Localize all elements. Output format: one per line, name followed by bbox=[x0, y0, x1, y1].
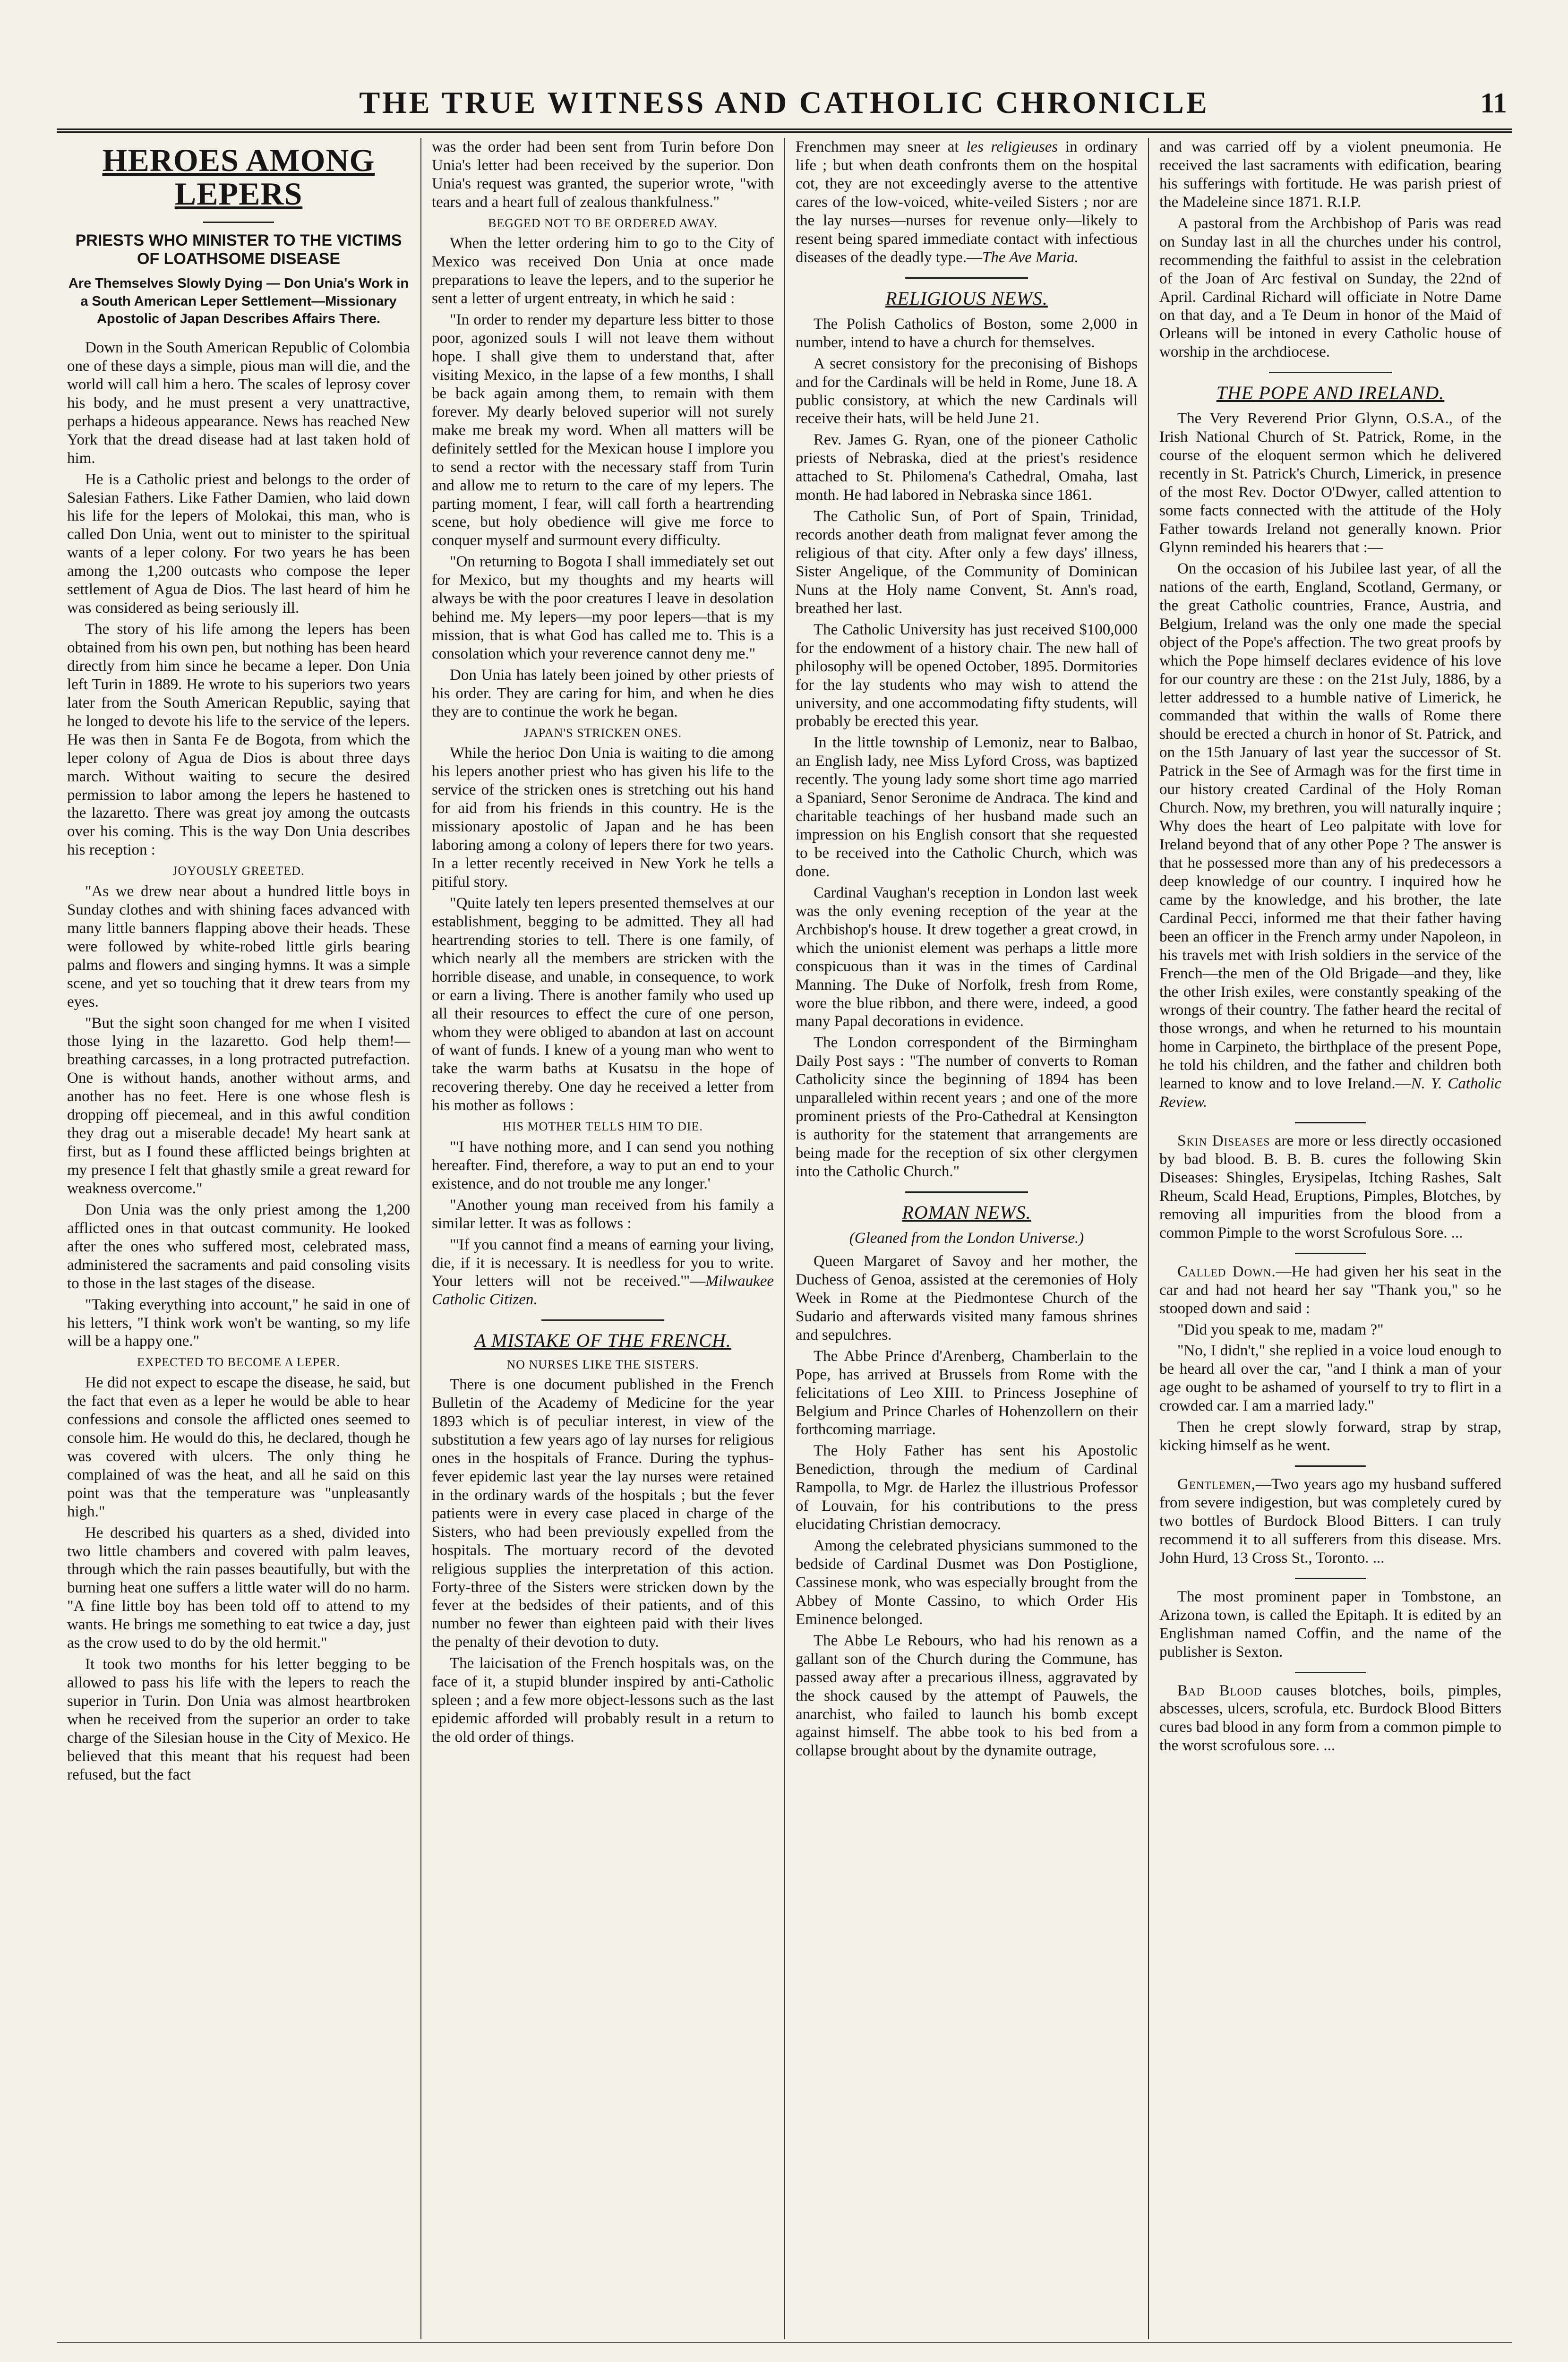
paragraph: was the order had been sent from Turin before Don Unia's letter had been received by the superior. Don Unia's request was granted, the superior wrote, "with tears and a heart full of zealous thankfulness." bbox=[432, 138, 774, 211]
paragraph: "Another young man received from his family a similar letter. It was as follows : bbox=[432, 1196, 774, 1232]
article-title: ROMAN NEWS. bbox=[902, 1201, 1031, 1223]
notice-text: —Two years ago my husband suffered from severe indigestion, but was completely cured by two bottles of Burdock Blood Bitters. I can truly recommend it to all sufferers from this disease. Mrs. John Hurd, 13 Cross St., Toronto. ... bbox=[1159, 1476, 1501, 1566]
notice-lead: Called Down. bbox=[1177, 1263, 1276, 1280]
paragraph bbox=[796, 138, 1138, 267]
paragraph bbox=[432, 1236, 774, 1309]
notice bbox=[1159, 1132, 1501, 1242]
paragraph: He did not expect to escape the disease, he said, but the fact that even as a leper he would be able to hear confessions and console the afflicted ones seemed to console him. He would do this, he declared, though he was covered with ulcers. The only thing he complained of was the heat, and all he said on this point was that the temperature was "unpleasantly high." bbox=[67, 1374, 410, 1520]
divider bbox=[1295, 1465, 1366, 1467]
notice bbox=[1159, 1475, 1501, 1567]
notice-lead: Skin Diseases bbox=[1177, 1132, 1270, 1150]
paragraph: Rev. James G. Ryan, one of the pioneer Catholic priests of Nebraska, died at the priest's residence attached to St. Philomena's Cathedral, Omaha, last month. He had labored in Nebraska since 1861. bbox=[796, 431, 1138, 504]
paragraph: The Catholic Sun, of Port of Spain, Trinidad, records another death from malignat fever among the religious of that city. After only a few days' illness, Sister Angelique, of the Community of Dominican Nuns at the Holy name Convent, St. Ann's road, breathed her last. bbox=[796, 508, 1138, 617]
paragraph: Don Unia was the only priest among the 1,200 afflicted ones in that outcast community. He looked after the ones who suffered most, celebrated mass, administered the sacraments and paid consoling visits to those in the last stages of the disease. bbox=[67, 1201, 410, 1292]
divider bbox=[1295, 1122, 1366, 1123]
column-3 bbox=[784, 138, 1148, 2339]
headline: HEROES AMONG LEPERS bbox=[102, 142, 375, 212]
paragraph: The Holy Father has sent his Apostolic Benediction, through the medium of Cardinal Rampolla, to Mgr. de Harlez the illustrious Professor of Louvain, for his contributions to the press elucidating Christian democracy. bbox=[796, 1442, 1138, 1533]
paragraph: The Catholic University has just received $100,000 for the endowment of a history chair. The new hall of philosophy will be opened October, 1895. Dormitories for the lay students who may wish to attend the university, and one accommodating fifty students, will probably be erected this year. bbox=[796, 621, 1138, 730]
paragraph: There is one document published in the French Bulletin of the Academy of Medicine for the year 1893 which is of peculiar interest, in view of the substitution a few years ago of lay nurses for religious ones in the hospitals of France. During the typhus-fever epidemic last year the lay nurses were retained in the ordinary wards of the hospitals ; but the fever patients were in every case placed in charge of the Sisters, who had been previously expelled from the hospitals. The mortuary record of the devoted religious supplies the interpretation of this action. Forty-three of the Sisters were stricken down by the fever at the bedsides of their patients, and of this number no fewer than eighteen paid with their lives the penalty of their devotion to duty. bbox=[432, 1376, 774, 1651]
columns bbox=[57, 138, 1512, 2339]
paragraph: The Abbe Prince d'Arenberg, Chamberlain to the Pope, has arrived at Brussels from Rome with the felicitations of Leo XIII. to Princess Josephine of Belgium and Prince Charles of Hohenzollern on their forthcoming marriage. bbox=[796, 1347, 1138, 1438]
notice-text: —He had given her his seat in the car and had not heard her say "Thank you," so he stooped down and said : bbox=[1159, 1263, 1501, 1317]
section-heading: BEGGED NOT TO BE ORDERED AWAY. bbox=[488, 216, 718, 230]
notice-lead: Gentlemen, bbox=[1177, 1476, 1256, 1493]
paragraph: "Did you speak to me, madam ?" bbox=[1177, 1321, 1384, 1338]
paragraph: A secret consistory for the preconising of Bishops and for the Cardinals will be held in Rome, June 18. A public consistory, at which the new Cardinals will receive their hats, will be held June 21. bbox=[796, 355, 1138, 428]
section-heading: HIS MOTHER TELLS HIM TO DIE. bbox=[503, 1120, 703, 1134]
article-title: THE POPE AND IRELAND. bbox=[1216, 382, 1445, 404]
divider bbox=[1295, 1578, 1366, 1579]
paragraph: Then he crept slowly forward, strap by strap, kicking himself as he went. bbox=[1159, 1419, 1501, 1455]
divider bbox=[905, 277, 1028, 279]
masthead bbox=[57, 80, 1512, 132]
paragraph: Down in the South American Republic of Colombia one of these days a simple, pious man will die, and the world will call him a hero. The scales of leprosy cover his body, and he must present a very unattractive, perhaps a hideous appearance. News has reached New York that the dread disease had at last taken hold of him. bbox=[67, 339, 410, 467]
column-4 bbox=[1148, 138, 1512, 2339]
deck: Are Themselves Slowly Dying — Don Unia's Work in a South American Leper Settlement—Missionary Apostolic of Japan Describes Affairs There. bbox=[68, 275, 409, 327]
divider bbox=[541, 1319, 664, 1321]
newspaper-title: THE TRUE WITNESS AND CATHOLIC CHRONICLE bbox=[359, 86, 1209, 120]
paragraph: It took two months for his letter begging to be allowed to pass his life with the lepers to reach the superior in Turin. Don Unia was almost heartbroken when he received from the superior an order to take charge of the Silesian house in the City of Mexico. He believed that this meant that his request had been refused, but the fact bbox=[67, 1656, 410, 1783]
paragraph: "'I have nothing more, and I can send you nothing hereafter. Find, therefore, a way to put an end to your existence, and do not trouble me any longer.' bbox=[432, 1138, 774, 1192]
notice bbox=[1159, 1682, 1501, 1755]
notice-lead: Bad Blood bbox=[1177, 1682, 1262, 1699]
section-heading: NO NURSES LIKE THE SISTERS. bbox=[506, 1357, 699, 1371]
citation: N. Y. Catholic Review. bbox=[1159, 1075, 1502, 1111]
paragraph: "But the sight soon changed for me when I visited those lying in the lazaretto. God help them!—breathing carcasses, in a long protracted putrefaction. One is without hands, another without arms, and another has no feet. Here is one whose flesh is dropping off piecemeal, and in this awful condition they drag out a miserable decade! My heart sank at first, but as I found these afflicted beings brighten at my presence I felt that ghastly smile a great reward for weakness overcome." bbox=[67, 1014, 410, 1197]
paragraph: Don Unia has lately been joined by other priests of his order. They are caring for him, and when he dies they are to continue the work he began. bbox=[432, 666, 774, 720]
text: On the occasion of his Jubilee last year, of all the nations of the earth, England, Scotland, Germany, or the great Catholic countries, France, Austria, and Belgium, Ireland was the only one made the special object of the Pope's affection. The two great proofs by which the Pope himself declares evidence of his love for our country are these : on the 21st July, 1886, by a letter addressed to a humble native of Limerick, he commanded that within the walls of Rome there should be erected a church in honor of St. Patrick, and on the 15th January of last year the successor of St. Patrick in the See of Armagh was for the first time in our history created Cardinal of the Holy Roman Church. Now, my brethren, you will naturally inquire ; Why does the heart of Leo palpitate with love for Ireland beyond that of any other Pope ? The answer is that he possessed more than any of his predecessors a deep knowledge of our country. I inquired how he came by the knowledge, and his brother, the late Cardinal Pecci, informed me that their father having been an officer in the French army under Napoleon, in his travels met with Irish soldiers in the service of the French—the men of the Old Brigade—and they, like the other Irish exiles, were constantly speaking of the wrongs of their country. The father heard the recital of those wrongs, and when he returned to his mountain home in Carpineto, the birthplace of the present Pope, he told his children, and the father and children both learned to know and to love Ireland.— bbox=[1159, 560, 1501, 1093]
masthead-rule bbox=[57, 128, 1512, 133]
paragraph: "Quite lately ten lepers presented themselves at our establishment, begging to be admitted. They all had heartrending stories to tell. There is one family, of which nearly all the members are stricken with the horrible disease, and unable, in consequence, to work or earn a living. There is another family who used up all their resources to effect the cure of one person, whom they were obliged to abandon at last on account of want of funds. I knew of a young man who went to take the warm baths at Kusatsu in the hope of recovering thereby. One day he received a letter from his mother as follows : bbox=[432, 894, 774, 1114]
column-1 bbox=[57, 138, 420, 2339]
paragraph: In the little township of Lemoniz, near to Balbao, an English lady, nee Miss Lyford Cross, was baptized recently. The young lady some short time ago married a Spaniard, Senor Seronime de Andraca. The kind and charitable teachings of her husband made such an impression on his English consort that she requested to be received into the Catholic Church, which was done. bbox=[796, 734, 1138, 880]
paragraph: Among the celebrated physicians summoned to the bedside of Cardinal Dusmet was Don Postiglione, Cassinese monk, who was especially brought from the Abbey of Monte Cassino, to which Order His Eminence belonged. bbox=[796, 1537, 1138, 1628]
paragraph: The most prominent paper in Tombstone, an Arizona town, is called the Epitaph. It is edited by an Englishman named Coffin, and the name of the publisher is Sexton. bbox=[1159, 1588, 1501, 1660]
paragraph: The Polish Catholics of Boston, some 2,000 in number, intend to have a church for themselves. bbox=[796, 315, 1138, 351]
subheadline: PRIESTS WHO MINISTER TO THE VICTIMS OF LOATHSOME DISEASE bbox=[75, 231, 402, 268]
divider bbox=[1295, 1672, 1366, 1673]
paragraph: The Abbe Le Rebours, who had his renown as a gallant son of the Church during the Commune, has passed away after a precarious illness, aggravated by the shock caused by the attempt of Pauwels, the anarchist, who failed to launch his bomb except against himself. The abbe took to his bed from a collapse brought about by the dynamite outrage, bbox=[796, 1632, 1138, 1760]
paragraph: The laicisation of the French hospitals was, on the face of it, a stupid blunder inspired by anti-Catholic spleen ; and a few more object-lessons such as the last epidemic afforded will probably result in a return to the old order of things. bbox=[432, 1655, 774, 1746]
article-title: A MISTAKE OF THE FRENCH. bbox=[474, 1330, 731, 1352]
divider bbox=[905, 1191, 1028, 1193]
paragraph: "In order to render my departure less bitter to those poor, agonized souls I will not leave them without hope. I shall give them to understand that, after visiting Mexico, in the lapse of a few months, I shall be back again among them, to remain with them forever. My dearly beloved superior will not surely make me break my word. When all matters will be definitely settled for the Mexican house I implore you to send a rector with the necessary staff from Turin and allow me to return to the care of my lepers. The parting moment, I fear, will call forth a heartrending scene, but holy obedience will give me force to conquer myself and surmount every difficulty. bbox=[432, 311, 774, 549]
paragraph: While the herioc Don Unia is waiting to die among his lepers another priest who has given his life to the service of the stricken ones is stretching out his hand for aid from his friends in this country. He is the missionary apostolic of Japan and he has been laboring among a colony of lepers there for two years. In a letter recently received in New York he tells a pitiful story. bbox=[432, 745, 774, 891]
divider bbox=[203, 222, 274, 223]
foreign-term: les religieuses bbox=[966, 138, 1058, 155]
notice-text: are more or less directly occasioned by bad blood. B. B. B. cures the following Skin Diseases: Shingles, Erysipelas, Itching Rashes, Salt Rheum, Scald Head, Eruptions, Pimples, Blotches, by removing all impurities from the blood from a common Pimple to the worst Scrofulous Sore. ... bbox=[1159, 1132, 1501, 1241]
column-2 bbox=[420, 138, 784, 2339]
section-heading: JOYOUSLY GREETED. bbox=[172, 864, 305, 878]
paragraph: The Very Reverend Prior Glynn, O.S.A., of the Irish National Church of St. Patrick, Rome, in the course of the eloquent sermon which he delivered recently in St. Patrick's Church, Limerick, in presence of the most Rev. Doctor O'Dwyer, called attention to some facts connected with the attitude of the Holy Father towards Ireland not generally known. Prior Glynn reminded his hearers that :— bbox=[1159, 410, 1501, 556]
paragraph bbox=[1159, 560, 1501, 1112]
section-heading: EXPECTED TO BECOME A LEPER. bbox=[137, 1355, 340, 1369]
section-heading: JAPAN'S STRICKEN ONES. bbox=[523, 726, 682, 740]
article-source: (Gleaned from the London Universe.) bbox=[849, 1230, 1084, 1247]
quote-text: "'If you cannot find a means of earning your living, die, if it is necessary. It is needless for you to write. Your letters will not be received.'"— bbox=[432, 1236, 774, 1290]
paragraph: He described his quarters as a shed, divided into two little chambers and covered with palm leaves, through which the rain passes beautifully, but with the burning heat one suffers a little water will do no harm. "A fine little boy has been told off to attend to my wants. He brings me something to eat twice a day, just as the crow used to do by the old hermit." bbox=[67, 1524, 410, 1652]
paragraph: A pastoral from the Archbishop of Paris was read on Sunday last in all the churches under his control, recommending the faithful to assist in the celebration of the Joan of Arc festival on Sunday, the 22nd of April. Cardinal Richard will officiate in Notre Dame on that day, and a Te Deum in honor of the Maid of Orleans will be intoned in every Catholic house of worship in the archdiocese. bbox=[1159, 214, 1501, 361]
citation: Milwaukee Catholic Citizen. bbox=[432, 1273, 774, 1309]
article-title: RELIGIOUS NEWS. bbox=[885, 287, 1048, 309]
page-number: 11 bbox=[1480, 87, 1507, 119]
paragraph: When the letter ordering him to go to the City of Mexico was received Don Unia at once made preparations to leave the lepers, and to the superior he sent a letter of urgent entreaty, in which he said : bbox=[432, 235, 774, 308]
paragraph: The London correspondent of the Birmingham Daily Post says : "The number of converts to Roman Catholicity since the beginning of 1894 has been unparalleled within recent years ; and one of the more prominent priests of the Pro-Cathedral at Kensington is authority for the statement that arrangements are being made for the reception of six other clergymen into the Catholic Church." bbox=[796, 1034, 1138, 1180]
divider bbox=[1295, 1253, 1366, 1254]
paragraph: "On returning to Bogota I shall immediately set out for Mexico, but my thoughts and my hearts will always be with the poor creatures I leave in desolation behind me. My lepers—my poor lepers—that is my mission, that is what God has called me to. This is a consolation which your reverence cannot deny me." bbox=[432, 553, 774, 663]
notice-text: causes blotches, boils, pimples, abscesses, ulcers, scrofula, etc. Burdock Blood Bitters cures bad blood in any form from a common pimple to the worst scrofulous sore. ... bbox=[1159, 1682, 1502, 1754]
bottom-rule bbox=[57, 2342, 1512, 2343]
paragraph: Cardinal Vaughan's reception in London last week was the only evening reception of the year at the Archbishop's house. It drew together a great crowd, in which the unionist element was perhaps a little more conspicuous than it was in the times of Cardinal Manning. The Duke of Norfolk, fresh from Rome, wore the blue ribbon, and there were, indeed, a good many Papal decorations in evidence. bbox=[796, 884, 1138, 1030]
divider bbox=[1269, 372, 1392, 373]
paragraph: "Taking everything into account," he said in one of his letters, "I think work won't be wanting, so my life will be a happy one." bbox=[67, 1296, 410, 1350]
text: in ordinary life ; but when death confronts them on the hospital cot, they are not exceedingly averse to the attentive cares of the low-voiced, white-veiled Sisters ; nor are the lay nurses—nurses for revenue only—likely to resent being spared immediate contact with infectious diseases of the deadly type.— bbox=[796, 138, 1138, 266]
citation: The Ave Maria. bbox=[982, 248, 1079, 266]
paragraph: Queen Margaret of Savoy and her mother, the Duchess of Genoa, assisted at the ceremonies of Holy Week in Rome at the Piedmontese Church of the Sudario and afterwards visited many famous shrines and sepulchres. bbox=[796, 1253, 1138, 1344]
paragraph: "As we drew near about a hundred little boys in Sunday clothes and with shining faces advanced with many little banners flapping above their heads. These were followed by white-robed little girls bearing palms and flowers and singing hymns. It was a simple scene, and yet so touching that it drew tears from my eyes. bbox=[67, 882, 410, 1010]
paragraph: "No, I didn't," she replied in a voice loud enough to be heard all over the car, "and I think a man of your age ought to be ashamed of yourself to try to flirt in a crowded car. I am a married lady." bbox=[1159, 1342, 1501, 1415]
paragraph: The story of his life among the lepers has been obtained from his own pen, but nothing has been heard directly from him since he became a leper. Don Unia left Turin in 1889. He wrote to his superiors two years later from the South American Republic, saying that he longed to devote his life to the service of the lepers. He was then in Santa Fe de Bogota, from which the leper colony of Agua de Dios is about three days march. Without waiting to secure the desired permission to labor among the lepers he hastened to the lazaretto. There was great joy among the outcasts over his coming. This is the way Don Unia describes his reception : bbox=[67, 621, 410, 859]
paragraph: and was carried off by a violent pneumonia. He received the last sacraments with edification, bearing his sufferings with fortitude. He was parish priest of the Madeleine since 1871. R.I.P. bbox=[1159, 138, 1501, 211]
text: Frenchmen may sneer at bbox=[796, 138, 967, 155]
paragraph: He is a Catholic priest and belongs to the order of Salesian Fathers. Like Father Damien, who laid down his life for the lepers of Molokai, this man, who is called Don Unia, went out to minister to the spiritual wants of a leper colony. For two years he has been among the 1,200 outcasts who compose the leper settlement of Agua de Dios. The last heard of him he was considered as being seriously ill. bbox=[67, 471, 410, 617]
notice bbox=[1159, 1263, 1501, 1318]
